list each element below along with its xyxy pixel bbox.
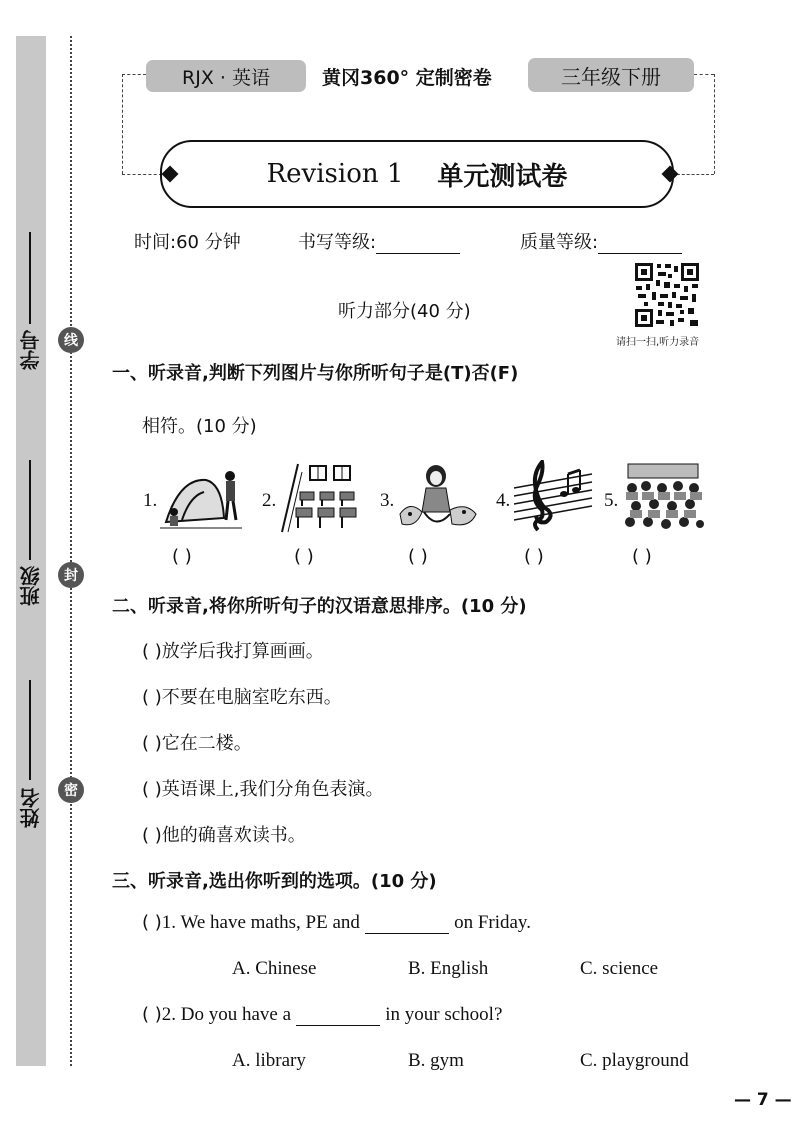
q3-stem-end: on Friday. [454,912,531,933]
header-dash-left [122,74,146,75]
q2-item-text: 不要在电脑室吃东西。 [161,687,342,708]
q3-question-2 [142,1004,502,1026]
q2-item [142,821,306,847]
q3-answer-paren[interactable]: ( ) [142,1004,162,1025]
seal-secret-mark: 密 [58,777,84,803]
q3-title: 三、听录音,选出你听到的选项。(10 分) [112,871,437,892]
grade-tag: 三年级下册 [528,58,694,92]
student-id-line [29,232,31,324]
q1-title-line2: 相符。(10 分) [142,416,257,437]
header-dash-left-bottom [122,174,162,175]
q3-stem-start: 2. Do you have a [161,1004,292,1025]
q2-item [142,683,342,709]
quality-grade [520,228,682,254]
classroom-picture-icon [280,462,362,534]
q1-item-number: 3. [380,490,395,511]
time-info: 时间:60 分钟 [134,232,241,253]
q1-answer-paren[interactable]: ( ) [524,546,544,567]
q1-item-number: 1. [143,490,158,511]
q3-blank [296,1005,380,1026]
q2-title: 二、听录音,将你所听句子的汉语意思排序。(10 分) [112,596,527,617]
qr-caption: 请扫一扫,听力录音 [616,337,700,348]
students-in-class-picture-icon [622,462,704,534]
subject-tag: RJX · 英语 [146,60,306,92]
q2-item-text: 它在二楼。 [161,733,252,754]
q3-question-1 [142,912,531,934]
header-dash-right-vertical [714,74,715,174]
q2-item [142,729,252,755]
quality-grade-label: 质量等级: [520,232,599,253]
qr-code-icon[interactable] [634,262,700,328]
seal-seal-mark: 封 [58,562,84,588]
name-label: 姓名 [19,788,43,828]
banner-title-cn: 单元测试卷 [437,161,568,192]
q2-item-text: 英语课上,我们分角色表演。 [161,779,384,800]
writing-grade [298,228,460,254]
seal-line-mark: 线 [58,327,84,353]
banner [160,140,674,208]
q3-option: A. Chinese [232,958,317,979]
q2-item-text: 放学后我打算画画。 [161,641,324,662]
q2-item [142,637,324,663]
header-dash-left-vertical [122,74,123,174]
q2-answer-paren[interactable]: ( ) [142,825,162,846]
student-id-label: 学号 [19,330,43,370]
q1-answer-paren[interactable]: ( ) [632,546,652,567]
name-line [29,680,31,780]
header-dash-right [694,74,714,75]
q1-answer-paren[interactable]: ( ) [172,546,192,567]
q1-item-number: 5. [604,490,619,511]
q3-answer-paren[interactable]: ( ) [142,912,162,933]
listening-section-heading: 听力部分(40 分) [338,301,471,322]
q3-option: A. library [232,1050,306,1071]
banner-title-en: Revision 1 [266,159,404,189]
q3-stem-start: 1. We have maths, PE and [161,912,360,933]
class-label: 班级 [19,566,43,606]
q3-option: C. playground [580,1050,689,1071]
q1-title-line1: 一、听录音,判断下列图片与你所听句子是(T)否(F) [112,363,519,384]
cut-dotted-line [70,36,72,1066]
tent-children-picture-icon [160,462,242,534]
class-line [29,460,31,560]
q3-blank [365,913,449,934]
q2-item-text: 他的确喜欢读书。 [161,825,306,846]
writing-grade-blank [376,231,460,254]
series-title: 黄冈360° 定制密卷 [322,67,492,89]
binding-strip [16,36,46,1066]
music-notes-picture-icon [512,460,594,532]
q3-option: B. gym [408,1050,464,1071]
q3-option: C. science [580,958,659,979]
q2-answer-paren[interactable]: ( ) [142,641,162,662]
q2-answer-paren[interactable]: ( ) [142,687,162,708]
q1-item-number: 4. [496,490,511,511]
quality-grade-blank [598,231,682,254]
q1-answer-paren[interactable]: ( ) [408,546,428,567]
q3-stem-end: in your school? [385,1004,503,1025]
writing-grade-label: 书写等级: [298,232,377,253]
q2-item [142,775,384,801]
girl-with-toys-picture-icon [396,462,478,534]
q1-item-number: 2. [262,490,277,511]
q2-answer-paren[interactable]: ( ) [142,779,162,800]
page-number: — 7 — [734,1090,792,1110]
q2-answer-paren[interactable]: ( ) [142,733,162,754]
q1-answer-paren[interactable]: ( ) [294,546,314,567]
q3-option: B. English [408,958,489,979]
